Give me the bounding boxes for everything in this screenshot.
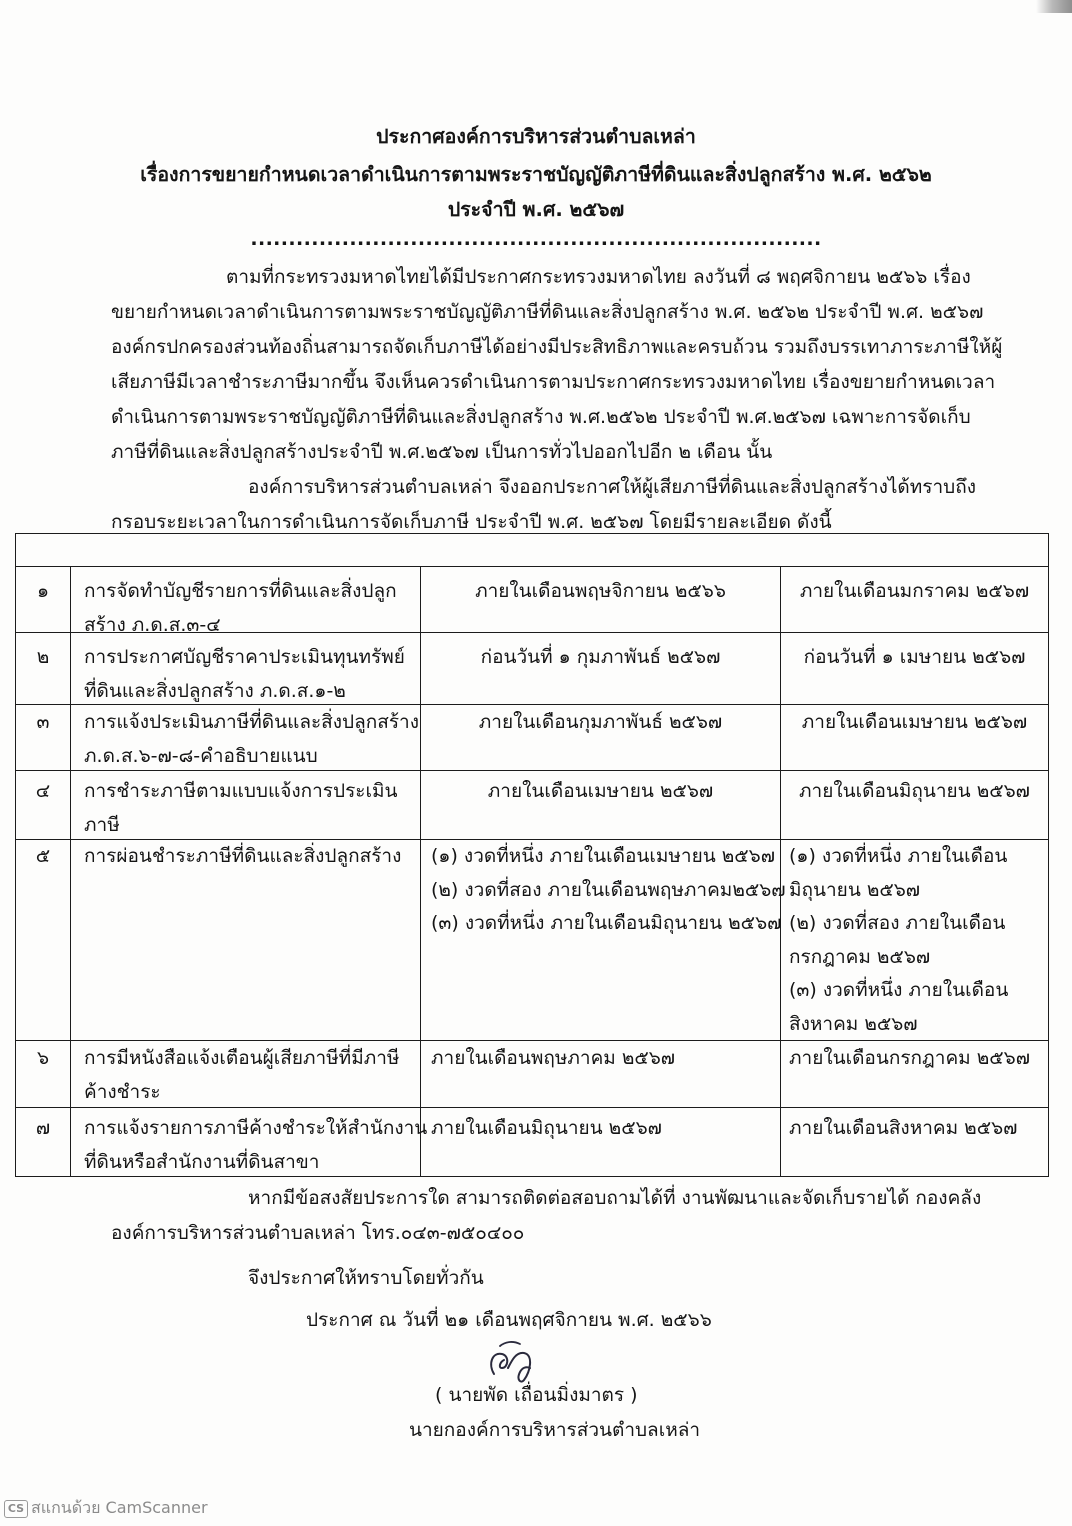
installment-line: (๒) งวดที่สอง ภายในเดือน <box>789 912 1006 935</box>
task-cell <box>71 567 421 636</box>
table-header-row <box>16 534 1049 567</box>
step-number-cell <box>16 1041 71 1108</box>
deadline-line: ภายในเดือนมิถุนายน ๒๕๖๗ <box>431 1117 662 1139</box>
table-row <box>16 771 1049 840</box>
signature-stroke <box>500 1342 520 1346</box>
camscanner-watermark <box>4 1496 208 1520</box>
signer-name: ( นายพัด เถื่อนมิ่งมาตร ) <box>435 1384 638 1406</box>
camscanner-logo-icon: CS <box>4 1500 28 1518</box>
table-row <box>16 1108 1049 1177</box>
paragraph-line: ตามที่กระทรวงมหาดไทยได้มีประกาศกระทรวงมหาดไทย ลงวันที่ ๘ พฤศจิกายน ๒๕๖๖ เรื่อง <box>226 266 971 288</box>
closing-statement: จึงประกาศให้ทราบโดยทั่วกัน <box>248 1267 484 1289</box>
step-number: ๗ <box>35 1117 51 1139</box>
step-number: ๓ <box>36 711 50 733</box>
task-line: การจัดทำบัญชีรายการที่ดินและสิ่งปลูก <box>84 580 397 602</box>
installment-line: (๑) งวดที่หนึ่ง ภายในเดือน <box>789 845 1008 867</box>
normal-deadline-cell <box>421 840 786 1041</box>
installment-line: มิถุนายน ๒๕๖๗ <box>789 878 921 901</box>
installment-line: (๓) งวดที่หนึ่ง ภายในเดือนมิถุนายน ๒๕๖๗ <box>431 912 782 935</box>
paragraph-line: องค์การบริหารส่วนตำบลเหล่า จึงออกประกาศให้ผู้เสียภาษีที่ดินและสิ่งปลูกสร้างได้ทราบถึง <box>248 476 977 498</box>
normal-deadline-cell <box>421 1041 781 1108</box>
signer-title: นายกองค์การบริหารส่วนตำบลเหล่า <box>409 1419 701 1441</box>
task-cell <box>71 633 421 705</box>
table-row <box>16 567 1049 633</box>
dotted-separator: ........................................................................... <box>250 228 822 250</box>
task-line: การชำระภาษีตามแบบแจ้งการประเมิน <box>84 780 398 802</box>
task-line: ค้างชำระ <box>84 1081 161 1103</box>
task-line: การแจ้งประเมินภาษีที่ดินและสิ่งปลูกสร้าง <box>84 711 420 733</box>
contact-line: องค์การบริหารส่วนตำบลเหล่า โทร.๐๔๓-๗๕๐๔๐๐ <box>111 1222 525 1244</box>
task-cell <box>71 840 421 1041</box>
announcement-year: ประจำปี พ.ศ. ๒๕๖๗ <box>447 198 625 221</box>
deadline-line: ภายในเดือนกุมภาพันธ์ ๒๕๖๗ <box>478 711 723 733</box>
step-number: ๒ <box>36 646 50 668</box>
normal-deadline-cell <box>421 633 781 705</box>
announcement-title: ประกาศองค์การบริหารส่วนตำบลเหล่า <box>376 125 696 148</box>
step-number-cell <box>16 840 71 1041</box>
extended-deadline-cell <box>781 771 1049 840</box>
normal-deadline-cell <box>421 705 781 771</box>
extended-deadline-cell <box>781 567 1049 633</box>
extended-deadline-cell <box>781 840 1049 1041</box>
deadline-line: ก่อนวันที่ ๑ กุมภาพันธ์ ๒๕๖๗ <box>480 646 721 668</box>
task-cell <box>71 771 421 840</box>
paragraph-line: กรอบระยะเวลาในการดำเนินการจัดเก็บภาษี ประจำปี พ.ศ. ๒๕๖๗ โดยมีรายละเอียด ดังนี้ <box>111 511 832 533</box>
task-line: ที่ดินหรือสำนักงานที่ดินสาขา <box>84 1151 320 1173</box>
contact-line: หากมีข้อสงสัยประการใด สามารถติดต่อสอบถามได้ที่ งานพัฒนาและจัดเก็บรายได้ กองคลัง <box>248 1187 982 1209</box>
step-number: ๑ <box>36 580 50 602</box>
step-number-cell <box>16 771 71 840</box>
announcement-subject: เรื่องการขยายกำหนดเวลาดำเนินการตามพระราชบัญญัติภาษีที่ดินและสิ่งปลูกสร้าง พ.ศ. ๒๕๖๒ <box>140 163 932 186</box>
schedule-table <box>15 533 1049 1177</box>
scan-edge-shadow <box>1036 0 1072 13</box>
installment-line: สิงหาคม ๒๕๖๗ <box>789 1012 918 1035</box>
task-cell <box>71 705 421 771</box>
step-number: ๔ <box>35 780 51 802</box>
task-line: ภ.ด.ส.๖-๗-๘-คำอธิบายแนบ <box>84 745 318 767</box>
step-number-cell <box>16 705 71 771</box>
deadline-line: ภายในเดือนพฤษจิกายน ๒๕๖๖ <box>475 580 726 602</box>
step-number-cell <box>16 1108 71 1177</box>
task-cell <box>71 1041 421 1108</box>
installment-line: กรกฎาคม ๒๕๖๗ <box>789 945 931 968</box>
deadline-line: ภายในเดือนมิถุนายน ๒๕๖๗ <box>799 780 1030 802</box>
paragraph-line: ขยายกำหนดเวลาดำเนินการตามพระราชบัญญัติภาษีที่ดินและสิ่งปลูกสร้าง พ.ศ. ๒๕๖๒ ประจำปี พ.ศ. ๒๕๖๗ <box>111 301 984 323</box>
task-line: สร้าง ภ.ด.ส.๓-๔ <box>84 614 221 636</box>
paragraph-line: องค์กรปกครองส่วนท้องถิ่นสามารถจัดเก็บภาษีได้อย่างมีประสิทธิภาพและครบถ้วน รวมถึงบรรเทาภาระภาษีให้ผู้ <box>111 336 1003 358</box>
table-row <box>16 840 1049 1041</box>
installment-line: (๑) งวดที่หนึ่ง ภายในเดือนเมษายน ๒๕๖๗ <box>431 845 776 867</box>
deadline-line: ภายในเดือนสิงหาคม ๒๕๖๗ <box>789 1117 1018 1139</box>
task-line: ภาษี <box>84 814 120 836</box>
paragraph-line: ภาษีที่ดินและสิ่งปลูกสร้างประจำปี พ.ศ.๒๕๖๗ เป็นการทั่วไปออกไปอีก ๒ เดือน นั้น <box>111 441 773 463</box>
deadline-line: ภายในเดือนกรกฎาคม ๒๕๖๗ <box>789 1047 1030 1069</box>
deadline-line: ภายในเดือนเมษายน ๒๕๖๗ <box>487 780 714 802</box>
normal-deadline-cell <box>421 567 781 633</box>
task-line: การแจ้งรายการภาษีค้างชำระให้สำนักงาน <box>84 1117 428 1139</box>
paragraph-line: เสียภาษีมีเวลาชำระภาษีมากขึ้น จึงเห็นควรดำเนินการตามประกาศกระทรวงมหาดไทย เรื่องขยายกำหนดเวลา <box>111 371 996 393</box>
paragraph-line: ดำเนินการตามพระราชบัญญัติภาษีที่ดินและสิ่งปลูกสร้าง พ.ศ.๒๕๖๒ ประจำปี พ.ศ.๒๕๖๗ เฉพาะการจัดเก็บ <box>111 406 971 428</box>
task-line: การผ่อนชำระภาษีที่ดินและสิ่งปลูกสร้าง <box>84 845 402 867</box>
table-row <box>16 705 1049 771</box>
step-number-cell <box>16 567 71 633</box>
normal-deadline-cell <box>421 1108 781 1177</box>
step-number: ๕ <box>35 845 51 867</box>
signature-stroke <box>491 1354 507 1374</box>
table-row <box>16 633 1049 705</box>
step-number-cell <box>16 633 71 705</box>
deadline-line: ภายในเดือนพฤษภาคม ๒๕๖๗ <box>431 1047 676 1069</box>
table-row <box>16 1041 1049 1108</box>
task-line: การประกาศบัญชีราคาประเมินทุนทรัพย์ <box>84 646 405 668</box>
extended-deadline-cell <box>781 705 1049 771</box>
extended-deadline-cell <box>781 1108 1049 1177</box>
table-header-cell <box>16 534 1049 567</box>
extended-deadline-cell <box>781 633 1049 705</box>
normal-deadline-cell <box>421 771 781 840</box>
watermark-text: สแกนด้วย CamScanner <box>31 1498 208 1517</box>
step-number: ๖ <box>36 1047 50 1069</box>
task-line: การมีหนังสือแจ้งเตือนผู้เสียภาษีที่มีภาษี <box>84 1047 400 1069</box>
installment-line: (๓) งวดที่หนึ่ง ภายในเดือน <box>789 979 1009 1002</box>
installment-line: (๒) งวดที่สอง ภายในเดือนพฤษภาคม๒๕๖๗ <box>431 878 786 901</box>
extended-deadline-cell <box>781 1041 1049 1108</box>
task-line: ที่ดินและสิ่งปลูกสร้าง ภ.ด.ส.๑-๒ <box>84 680 346 702</box>
deadline-line: ภายในเดือนมกราคม ๒๕๖๗ <box>799 580 1030 602</box>
deadline-line: ก่อนวันที่ ๑ เมษายน ๒๕๖๗ <box>803 646 1026 668</box>
task-cell <box>71 1108 428 1177</box>
announcement-date: ประกาศ ณ วันที่ ๒๑ เดือนพฤศจิกายน พ.ศ. ๒๕๖๖ <box>306 1309 712 1331</box>
deadline-line: ภายในเดือนเมษายน ๒๕๖๗ <box>801 711 1028 733</box>
